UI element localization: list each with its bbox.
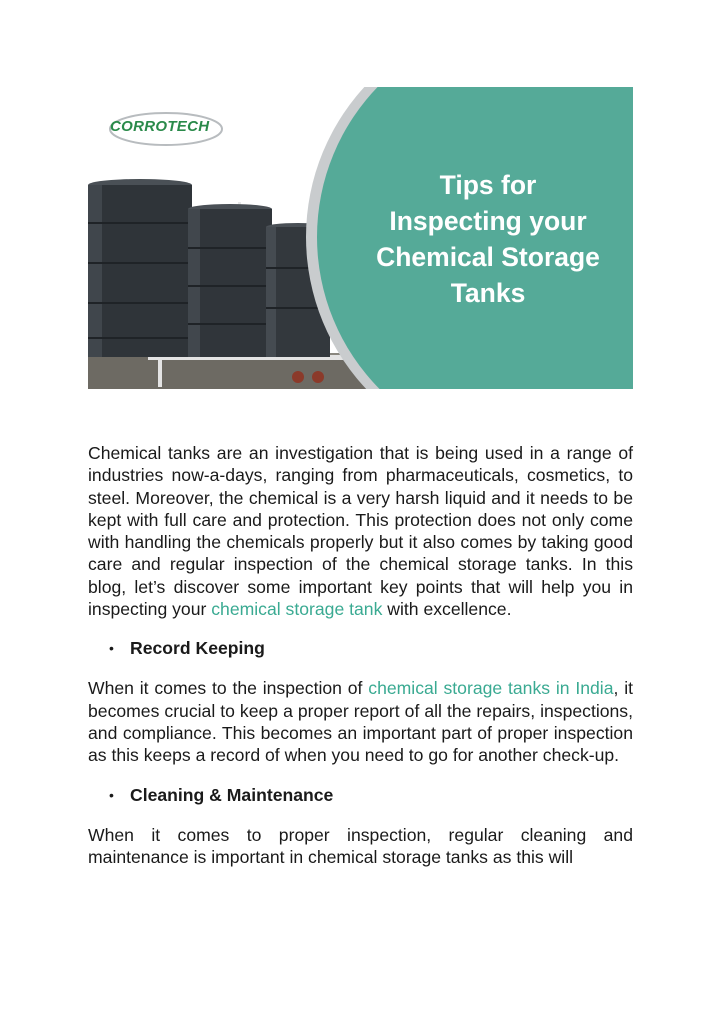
intro-paragraph xyxy=(88,442,633,620)
record-text-start: When it comes to the inspection of xyxy=(88,678,369,699)
intro-text-end: with excellence. xyxy=(382,599,512,620)
banner-title xyxy=(343,167,633,311)
banner-title-line-3: Chemical Storage xyxy=(376,242,600,272)
chemical-storage-tank-link[interactable]: chemical storage tank xyxy=(211,599,383,620)
tank-medium xyxy=(188,204,272,357)
bullet-icon: • xyxy=(109,786,114,803)
intro-text: Chemical tanks are an investigation that is being used in a range of industries now-a-days, ranging from pharmaceuticals, cosmetics, to steel. Moreover, the chemical is a very harsh liquid and it needs to be kept with full care and protection. This protection does not only come with handling the chemicals properly but it also comes by taking good care and regular inspection of the chemical storage tanks. In this blog, let’s discover some important key points that will help you in inspecting your xyxy=(88,443,633,620)
chemical-storage-tanks-india-link[interactable]: chemical storage tanks in India xyxy=(368,678,614,699)
banner-title-line-1: Tips for xyxy=(439,170,537,200)
record-keeping-paragraph xyxy=(88,677,633,766)
section-list-2 xyxy=(88,784,633,806)
heading-text: Record Keeping xyxy=(130,638,265,659)
logo-text: CORROTECH xyxy=(110,118,210,135)
record-text-end: , it becomes crucial to keep a proper report of all the repairs, inspections, and compliance. This becomes an important part of proper inspection as this keeps a record of when you need to go for another check-up. xyxy=(88,678,633,766)
valve-1 xyxy=(292,371,304,383)
corrotech-logo xyxy=(106,109,226,149)
pipe-vertical-1 xyxy=(158,355,162,387)
section-list-1 xyxy=(88,637,633,659)
heading-text: Cleaning & Maintenance xyxy=(130,784,334,805)
hero-banner xyxy=(88,87,633,389)
heading-cleaning-maintenance xyxy=(88,784,633,806)
bullet-icon: • xyxy=(109,640,114,657)
valve-2 xyxy=(312,371,324,383)
banner-title-line-4: Tanks xyxy=(450,278,526,308)
concrete-wall xyxy=(88,355,378,389)
article-body xyxy=(88,442,633,868)
tank-large xyxy=(88,179,192,357)
heading-record-keeping xyxy=(88,637,633,659)
cleaning-paragraph xyxy=(88,824,633,869)
cleaning-text: When it comes to proper inspection, regular cleaning and maintenance is important in chemical storage tanks as this will xyxy=(88,824,633,867)
banner-title-line-2: Inspecting your xyxy=(389,206,587,236)
